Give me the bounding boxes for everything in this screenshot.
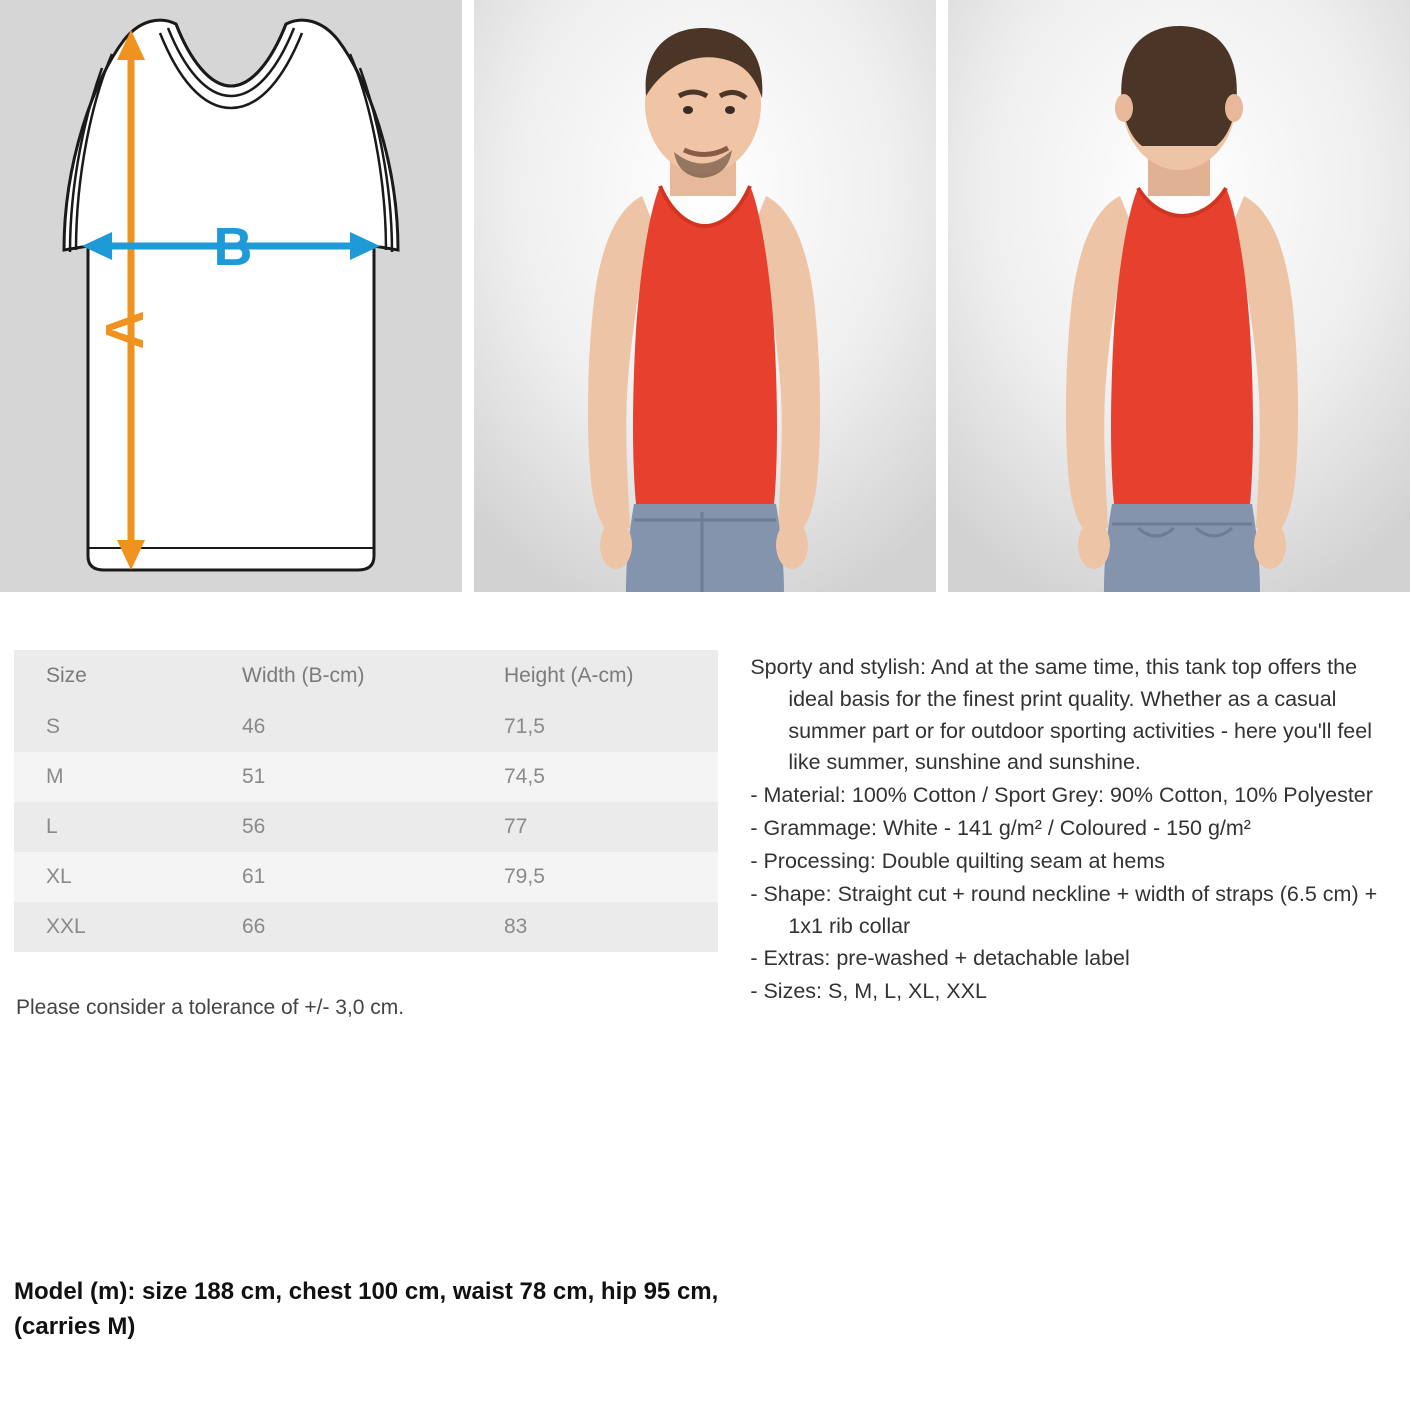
table-row xyxy=(14,702,718,752)
product-image-row xyxy=(0,0,1411,598)
cell-width: 56 xyxy=(210,802,472,852)
model-measurements-note: Model (m): size 188 cm, chest 100 cm, waist 78 cm, hip 95 cm, (carries M) xyxy=(14,1278,719,1340)
cell-height: 79,5 xyxy=(472,852,718,902)
description-bullet-sizes: - Sizes: S, M, L, XL, XXL xyxy=(750,979,987,1004)
cell-size: S xyxy=(14,702,210,752)
column-header-width: Width (B-cm) xyxy=(210,650,472,702)
svg-text:B: B xyxy=(213,217,253,277)
measurement-diagram xyxy=(0,0,462,592)
size-table-column xyxy=(14,650,724,1020)
cell-width: 46 xyxy=(210,702,472,752)
description-bullet-grammage: - Grammage: White - 141 g/m² / Coloured - 150 g/m² xyxy=(750,816,1251,841)
model-front-photo xyxy=(474,0,936,592)
description-bullet-material: - Material: 100% Cotton / Sport Grey: 90% Cotton, 10% Polyester xyxy=(750,783,1373,808)
description-bullet-processing: - Processing: Double quilting seam at hems xyxy=(750,848,1166,873)
model-back-illustration xyxy=(948,0,1410,592)
model-front-illustration xyxy=(474,0,936,592)
table-row xyxy=(14,752,718,802)
tank-top-outline-svg xyxy=(0,0,462,592)
cell-size: XL xyxy=(14,852,210,902)
cell-height: 83 xyxy=(472,902,718,952)
table-row xyxy=(14,802,718,852)
cell-size: XXL xyxy=(14,902,210,952)
svg-text:A: A xyxy=(95,310,155,350)
cell-size: L xyxy=(14,802,210,852)
description-bullet-shape: - Shape: Straight cut + round neckline + width of straps (6.5 cm) + 1x1 rib collar xyxy=(750,881,1378,938)
table-row xyxy=(14,902,718,952)
cell-height: 77 xyxy=(472,802,718,852)
cell-width: 61 xyxy=(210,852,472,902)
product-description xyxy=(750,650,1397,1020)
model-back-photo xyxy=(948,0,1410,592)
details-section xyxy=(0,598,1411,1020)
description-bullet-extras: - Extras: pre-washed + detachable label xyxy=(750,946,1130,971)
cell-width: 66 xyxy=(210,902,472,952)
cell-size: M xyxy=(14,752,210,802)
column-header-height: Height (A-cm) xyxy=(472,650,718,702)
size-chart-table xyxy=(14,650,718,952)
table-header-row xyxy=(14,650,718,702)
tolerance-note: Please consider a tolerance of +/- 3,0 cm. xyxy=(16,996,405,1019)
description-intro: Sporty and stylish: And at the same time, this tank top offers the ideal basis for the finest print quality. Whether as a casual summer part or for outdoor sporting activities - here you'll feel like summer, sunshine and sunshine. xyxy=(750,655,1372,775)
cell-height: 71,5 xyxy=(472,702,718,752)
cell-width: 51 xyxy=(210,752,472,802)
cell-height: 74,5 xyxy=(472,752,718,802)
column-header-size: Size xyxy=(14,650,210,702)
table-row xyxy=(14,852,718,902)
